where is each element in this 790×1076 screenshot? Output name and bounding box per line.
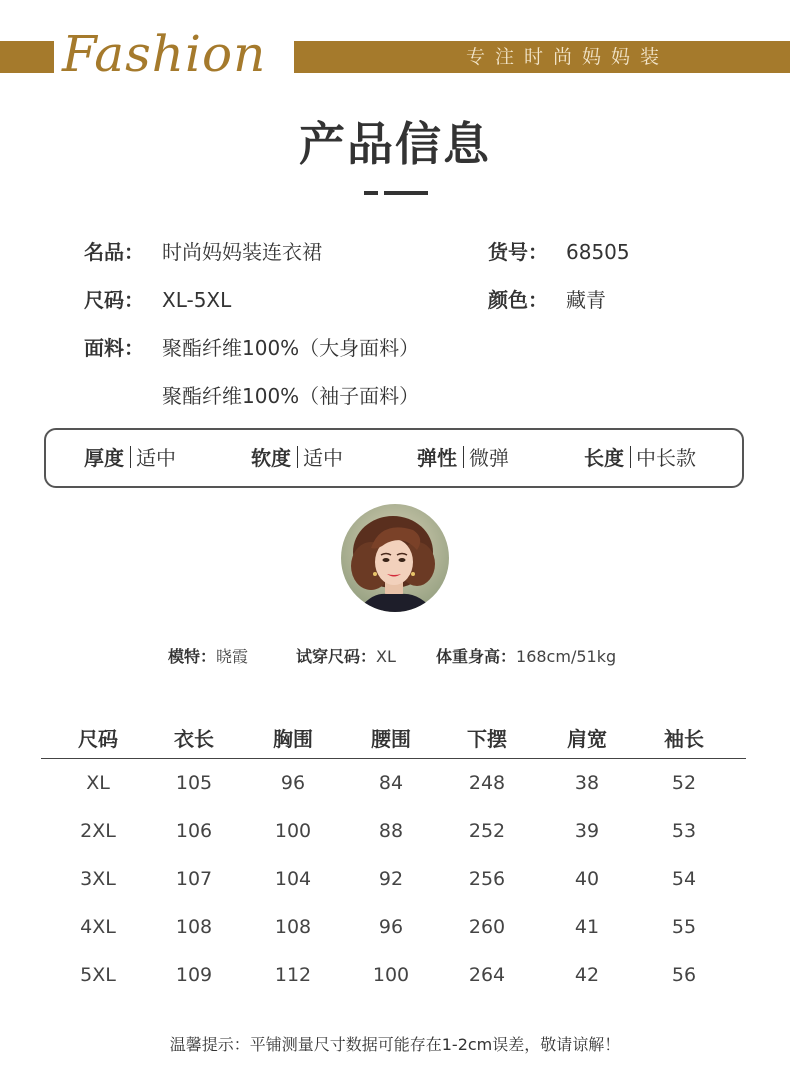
attributes-box (44, 428, 744, 488)
model-try-size (296, 646, 396, 668)
table-cell: 84 (378, 772, 404, 794)
model-portrait-image (341, 504, 449, 612)
model-avatar (341, 504, 449, 612)
attribute-separator (630, 446, 631, 468)
attribute-separator (463, 446, 464, 468)
table-cell: XL (86, 772, 110, 794)
model-size-value: XL (376, 647, 396, 666)
fabric-label: 面料： (84, 336, 144, 360)
table-header-divider (41, 758, 746, 759)
model-name-label: 模特： (168, 647, 217, 666)
product-name-value: 时尚妈妈装连衣裙 (162, 240, 322, 264)
title-divider-short (364, 191, 378, 195)
fabric-value-sleeve: 聚酯纤维100%（袖子面料） (162, 384, 420, 408)
table-header-hem: 下摆 (467, 727, 507, 751)
table-cell: 55 (671, 916, 697, 938)
table-cell: 88 (378, 820, 404, 842)
attribute-thickness (84, 430, 176, 486)
table-cell: 107 (175, 868, 213, 890)
product-name-label: 名品： (84, 240, 144, 264)
attribute-value: 微弹 (469, 446, 509, 470)
table-cell: 39 (574, 820, 600, 842)
table-cell: 40 (574, 868, 600, 890)
table-header-length: 衣长 (174, 727, 214, 751)
table-cell: 92 (378, 868, 404, 890)
banner-bar-left (0, 41, 54, 73)
table-cell: 105 (175, 772, 213, 794)
attribute-elasticity (417, 430, 509, 486)
model-body-value: 168cm/51kg (516, 647, 617, 666)
page-title: 产品信息 (299, 117, 491, 171)
table-header-bust: 胸围 (273, 727, 313, 751)
fabric-value-body: 聚酯纤维100%（大身面料） (162, 336, 420, 360)
color-label: 颜色： (488, 288, 548, 312)
table-cell: 52 (671, 772, 697, 794)
model-body (436, 646, 616, 668)
attribute-value: 适中 (136, 446, 176, 470)
table-cell: 109 (175, 964, 213, 986)
attribute-key: 弹性 (417, 446, 457, 470)
table-cell: 96 (280, 772, 306, 794)
table-header-waist: 腰围 (371, 727, 411, 751)
table-cell: 53 (671, 820, 697, 842)
table-cell: 264 (468, 964, 506, 986)
table-cell: 96 (378, 916, 404, 938)
attribute-softness (251, 430, 343, 486)
title-divider-long (384, 191, 428, 195)
banner-slogan: 专注时尚妈妈装 (466, 46, 670, 68)
size-value: XL-5XL (162, 288, 232, 312)
table-cell: 100 (372, 964, 410, 986)
model-name-value: 晓霞 (216, 647, 249, 666)
table-cell: 100 (274, 820, 312, 842)
attribute-value: 适中 (303, 446, 343, 470)
attribute-separator (130, 446, 131, 468)
table-cell: 112 (274, 964, 312, 986)
sku-value: 68505 (566, 240, 630, 264)
table-cell: 41 (574, 916, 600, 938)
model-body-label: 体重身高： (436, 647, 517, 666)
brand-logo-text: Fashion (62, 25, 267, 83)
table-header-size: 尺码 (78, 727, 118, 751)
table-cell: 106 (175, 820, 213, 842)
sku-label: 货号： (488, 240, 548, 264)
table-cell: 248 (468, 772, 506, 794)
color-value: 藏青 (566, 288, 606, 312)
attribute-value: 中长款 (636, 446, 696, 470)
table-header-shoulder: 肩宽 (567, 727, 607, 751)
footnote: 温馨提示：平铺测量尺寸数据可能存在1-2cm误差，敬请谅解！ (169, 1035, 621, 1054)
attribute-key: 长度 (584, 446, 624, 470)
model-size-label: 试穿尺码： (296, 647, 377, 666)
table-cell: 256 (468, 868, 506, 890)
table-header-sleeve: 袖长 (664, 727, 704, 751)
table-cell: 4XL (80, 916, 116, 938)
table-cell: 104 (274, 868, 312, 890)
model-name (168, 646, 248, 668)
table-cell: 252 (468, 820, 506, 842)
table-cell: 42 (574, 964, 600, 986)
table-cell: 2XL (80, 820, 116, 842)
attribute-key: 厚度 (84, 446, 124, 470)
size-label: 尺码： (84, 288, 144, 312)
table-cell: 5XL (80, 964, 116, 986)
attribute-length (584, 430, 696, 486)
table-cell: 3XL (80, 868, 116, 890)
table-cell: 108 (274, 916, 312, 938)
table-cell: 108 (175, 916, 213, 938)
table-cell: 54 (671, 868, 697, 890)
table-cell: 38 (574, 772, 600, 794)
table-cell: 56 (671, 964, 697, 986)
attribute-key: 软度 (251, 446, 291, 470)
table-cell: 260 (468, 916, 506, 938)
attribute-separator (297, 446, 298, 468)
